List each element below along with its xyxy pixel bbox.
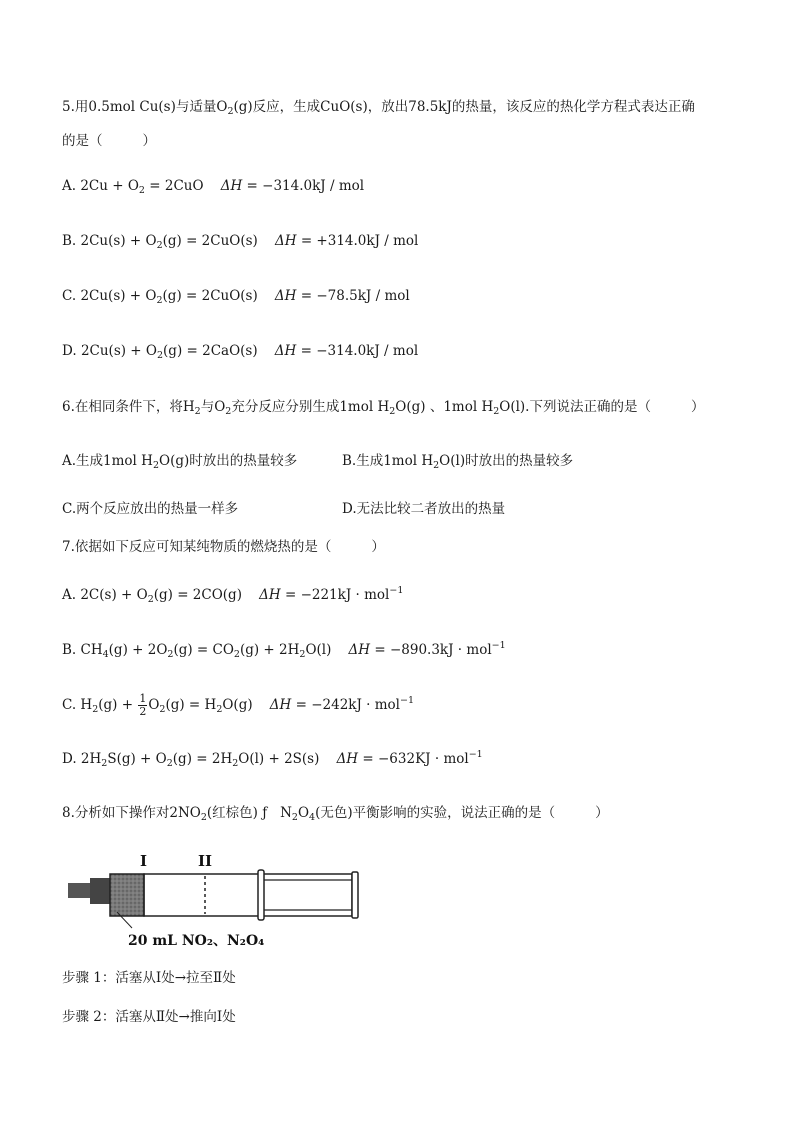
plunger-handle: [352, 872, 358, 918]
position-i-label: I: [140, 852, 148, 870]
q5-option-d: D. $2Cu(s) + O_2(g) = 2CaO(s)$ ΔH = −314.0kJ / mol: [62, 343, 419, 361]
q6-option-a: A.生成1mol $H_2O(g)$时放出的热量较多: [62, 453, 298, 471]
syringe-nozzle: [68, 883, 90, 898]
gas-region: [110, 874, 144, 916]
q6-option-c: C.两个反应放出的热量一样多: [62, 501, 239, 517]
gas-label: 20 mL NO₂、N₂O₄: [128, 933, 265, 949]
position-ii-label: II: [198, 852, 213, 870]
fraction-one-half: $\frac{1}{2}$: [139, 692, 147, 718]
q7-option-b: B. $CH_4(g) + 2O_2(g) = CO_2(g) + 2H_2O(l)$ ΔH = −890.3kJ · mol$^{-1}$: [62, 640, 506, 660]
syringe-tip: [90, 878, 110, 904]
plunger-seal: [258, 870, 264, 920]
q8-step1: 步骤 1：活塞从Ⅰ处→拉至Ⅱ处: [62, 970, 236, 986]
q5-option-b: B. $2Cu(s) + O_2(g) = 2CuO(s)$ ΔH = +314.0kJ / mol: [62, 233, 419, 251]
q7-stem: 7.依据如下反应可知某纯物质的燃烧热的是（ ）: [62, 539, 385, 555]
q5-option-c: C. $2Cu(s) + O_2(g) = 2CuO(s)$ ΔH = −78.5kJ / mol: [62, 288, 410, 306]
q5-stem-line2: 的是（ ）: [62, 133, 156, 149]
q6-option-d: D.无法比较二者放出的热量: [342, 501, 506, 517]
q8-stem: 8.分析如下操作对$2NO_2$(红棕色) ƒ $N_2O_4$(无色)平衡影响的实验，说法正确的是（ ）: [62, 805, 609, 823]
q8-step2: 步骤 2：活塞从Ⅱ处→推向Ⅰ处: [62, 1009, 236, 1025]
q7-option-c: C. $H_2(g)$ + $\frac{1}{2}$ $O_2(g) = H_2O(g)$ ΔH = −242kJ · mol$^{-1}$: [62, 692, 415, 718]
q7-option-a: A. $2C(s) + O_2(g) = 2CO(g)$ ΔH = −221kJ · mol$^{-1}$: [62, 585, 404, 605]
q6-stem: 6.在相同条件下，将$H_2$与$O_2$充分反应分别生成1mol $H_2O(g)$ 、1mol $H_2O(l)$.下列说法正确的是（ ）: [62, 399, 705, 417]
syringe-diagram: [62, 850, 372, 950]
q5-stem-line1: 5.用0.5mol Cu(s)与适量$O_2(g)$反应，生成CuO(s)，放出78.5kJ的热量，该反应的热化学方程式表达正确: [62, 99, 695, 117]
q6-option-b: B.生成1mol $H_2O(l)$时放出的热量较多: [342, 453, 574, 471]
q5-option-a: A. $2Cu + O_2 = 2CuO$ ΔH = −314.0kJ / mol: [62, 178, 365, 196]
q7-option-d: D. $2H_2S(g) + O_2(g) = 2H_2O(l) + 2S(s)$ ΔH = −632KJ · mol$^{-1}$: [62, 749, 483, 769]
